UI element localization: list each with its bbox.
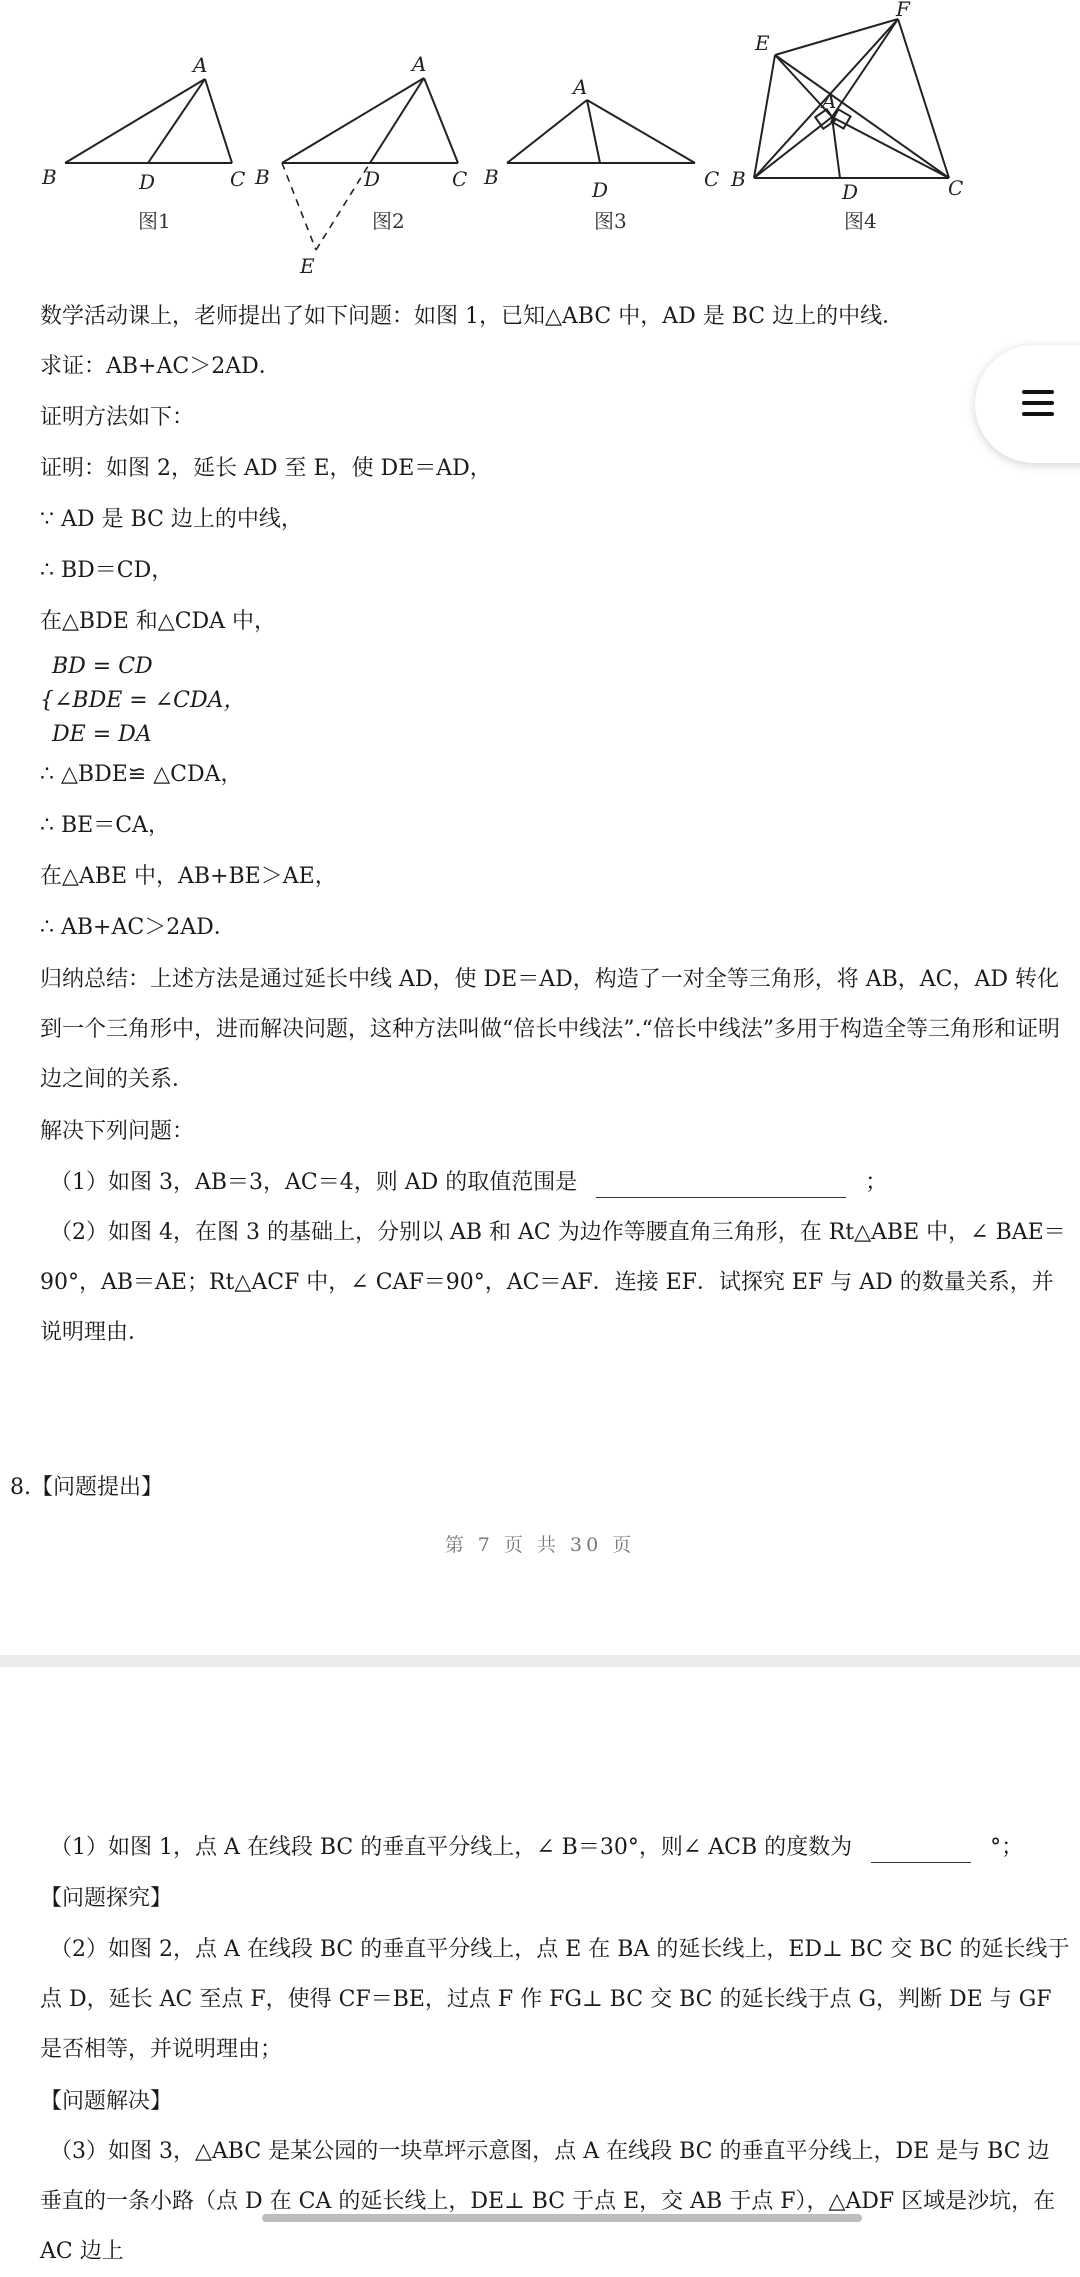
figure-2 [282,78,458,163]
answer-blank-1[interactable] [596,1175,846,1198]
fig2-label-B: B [255,165,270,189]
system-line-2: {∠BDE = ∠CDA， [40,688,246,713]
solve-heading: 解决下列问题： [40,1119,195,1144]
proof-line-2: ∵ AD 是 BC 边上的中线， [40,507,303,532]
menu-icon [1022,390,1054,394]
horizontal-scrollbar[interactable] [262,2214,862,2222]
fig1-caption: 图1 [138,209,171,233]
question-1-text: （1）如图 3，AB＝3，AC＝4，则 AD 的取值范围是 [50,1170,578,1195]
proof-line-4: 在△BDE 和△CDA 中， [40,609,277,634]
figures-row [0,0,1080,290]
fig4-label-C: C [948,176,964,200]
fig2-label-D: D [364,167,381,191]
fig3-label-B: B [484,165,499,189]
fig4-label-E: E [755,31,770,55]
question-8-heading: 8.【问题提出】 [10,1475,163,1500]
fig1-label-B: B [42,165,57,189]
explore-heading: 【问题探究】 [40,1886,173,1911]
p8-question-3: （3）如图 3，△ABC 是某公园的一块草坪示意图，点 A 在线段 BC 的垂直平分线上，DE 是与 BC 边垂直的一条小路（点 D 在 CA 的延长线上，DE⊥ BC 于点 E，交 AB 于点 F），△ADF 区域是沙坑，在 AC 边上 [40,2139,1056,2264]
fig4-label-A: A [822,89,837,113]
page-separator [0,1655,1080,1667]
page-footer: 第 7 页 共 30 页 [444,1534,636,1556]
solve-section-heading: 【问题解决】 [40,2089,173,2114]
p8-question-1 [50,1833,1023,1863]
proof-goal: 求证：AB+AC＞2AD． [40,354,281,379]
fig3-label-D: D [592,178,609,202]
proof-line-1: 证明：如图 2，延长 AD 至 E，使 DE＝AD， [40,456,492,481]
fig1-label-C: C [230,167,246,191]
p8-question-1-end: °； [990,1835,1024,1860]
fig4-label-B: B [731,167,746,191]
fig3-label-C: C [704,167,720,191]
figure-3 [507,100,695,163]
summary-paragraph: 归纳总结：上述方法是通过延长中线 AD，使 DE＝AD，构造了一对全等三角形，将 AB，AC，AD 转化到一个三角形中，进而解决问题，这种方法叫做“倍长中线法”.“倍长中线法”多用于构造全等三角形和证明边之间的关系． [40,967,1060,1092]
page-8 [0,1667,1080,2264]
fig4-caption: 图4 [844,209,877,233]
proof-line-8: ∴ AB+AC＞2AD． [40,915,236,940]
fig4-label-F: F [896,0,910,21]
fig2-caption: 图2 [372,209,405,233]
question-2: （2）如图 4，在图 3 的基础上，分别以 AB 和 AC 为边作等腰直角三角形，在 Rt△ABE 中，∠ BAE＝90°，AB＝AE；Rt△ACF 中，∠ CAF＝90°，AC＝AF．连接 EF．试探究 EF 与 AD 的数量关系，并说明理由． [40,1220,1066,1345]
figure-1 [65,79,232,163]
fig1-label-A: A [193,53,208,77]
fig2-label-E: E [300,254,315,278]
proof-line-7: 在△ABE 中，AB+BE＞AE， [40,864,337,889]
fig3-label-A: A [573,75,588,99]
menu-icon-bar [1022,401,1054,405]
p8-question-2: （2）如图 2，点 A 在线段 BC 的垂直平分线上，点 E 在 BA 的延长线上，ED⊥ BC 交 BC 的延长线于点 D，延长 AC 至点 F，使得 CF＝BE，过点 F 作 FG⊥ BC 交 BC 的延长线于点 G，判断 DE 与 GF 是否相等，并说明理由； [40,1937,1070,2062]
fig2-label-C: C [452,167,468,191]
system-line-1: BD = CD [52,654,153,679]
menu-icon-bar [1022,412,1054,416]
fig2-label-A: A [412,52,427,76]
fig3-caption: 图3 [594,209,627,233]
problem-intro: 数学活动课上，老师提出了如下问题：如图 1，已知△ABC 中，AD 是 BC 边上的中线． [40,304,905,329]
answer-blank-2[interactable] [871,1840,971,1863]
figure-4 [754,19,949,178]
question-1 [50,1168,887,1198]
system-line-3: DE = DA [52,722,152,747]
fig1-label-D: D [139,170,156,194]
proof-line-3: ∴ BD＝CD， [40,558,174,583]
proof-line-6: ∴ BE＝CA， [40,813,170,838]
question-1-end: ； [865,1170,888,1195]
menu-button[interactable] [975,345,1080,463]
fig4-label-D: D [842,180,859,204]
proof-line-5: ∴ △BDE≌ △CDA， [40,762,243,787]
proof-method-heading: 证明方法如下： [40,405,195,430]
p8-question-1-text: （1）如图 1，点 A 在线段 BC 的垂直平分线上，∠ B＝30°，则∠ ACB 的度数为 [50,1835,853,1860]
